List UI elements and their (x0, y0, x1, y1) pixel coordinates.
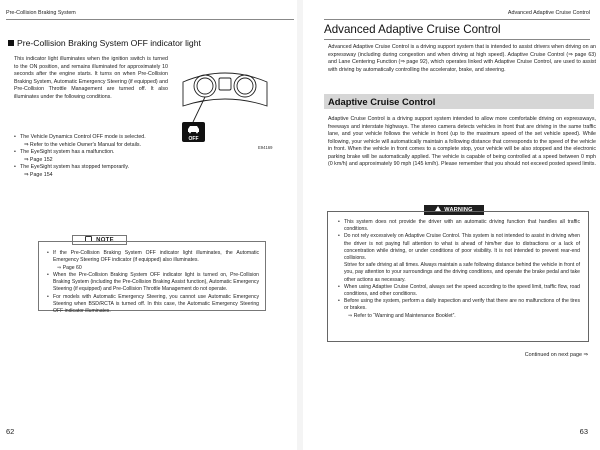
list-item: • Before using the system, perform a daily inspection and verify that there are no malfunctions of the tires or brakes. (338, 298, 580, 312)
warning-list (338, 219, 580, 320)
running-head: Pre-Collision Braking System (6, 10, 76, 16)
running-head: Advanced Adaptive Cruise Control (507, 10, 590, 16)
list-item-continuation: Strive for safe driving at all times. Always maintain a safe following distance behind the vehicle in front of you, pay attention to your surroundings and the driving conditions, and operate the brake pedal and take other actions as necessary. (344, 262, 580, 283)
section-title-text: Pre-Collision Braking System OFF indicator light (17, 38, 201, 48)
list-item: • This system does not provide the driver with an automatic driving function that handles all traffic conditions. (338, 219, 580, 233)
list-item: • When using Adaptive Cruise Control, always set the speed according to the speed limit, traffic flow, road conditions, and other conditions. (338, 284, 580, 298)
figure-code: E94169 (258, 145, 273, 150)
title-rule (324, 39, 590, 40)
indicator-off-label: OFF (188, 136, 199, 142)
list-item: • The EyeSight system has stopped temporarily. (14, 164, 174, 172)
subsection-paragraph: Adaptive Cruise Control is a driving support system intended to allow more comfortable driving on expressways, freeways and interstate highways. The stereo camera detects vehicles in front that are driving in the same traffic lane, and your vehicle follows the vehicle in front (up to the maximum speed of the set vehicle speed). While following, your vehicle will automatically maintain a following distance that corresponds to the speed of the vehicle in front. When the vehicle in front comes to a complete stop, your vehicle will be also stopped and the electronic parking brake will be automatically applied. The vehicle is capable of being controlled at a speed between 0 mph (0 km/h) and approximately 90 mph (145 km/h). Please remember that you should not exceed posted speed limits. (328, 116, 596, 167)
page-number: 62 (6, 427, 15, 436)
cross-reference[interactable]: ⇒ Refer to the vehicle Owner's Manual for details. (24, 141, 142, 148)
subsection-title: Adaptive Cruise Control (328, 96, 436, 107)
intro-paragraph: Advanced Adaptive Cruise Control is a driving support system that is intended to assist drivers when driving on an expressway (including during congestion and when driving at high speed). Adaptive Cruise Control (⇒ page 63) and Lane Centering Function (⇒ page 92), which operates linked with Adaptive Cruise Control, are used to assist with driving by automatically controlling the accelerator, brake, and steering. (328, 44, 596, 73)
body-paragraph: This indicator light illuminates when the ignition switch is turned to the ON position, and remains illuminated for approximately 10 seconds after the engine starts. It turns on when Pre-Collision Braking System, Automatic Emergency Steering (if equipped) and Pre-Collision Throttle Management are turned off. It also illuminates under the following conditions. (14, 56, 168, 100)
header-rule (324, 19, 590, 20)
list-item: • The Vehicle Dynamics Control OFF mode is selected. (14, 134, 174, 142)
note-label: NOTE (72, 235, 127, 245)
list-item: • If the Pre-Collision Braking System OFF indicator light illuminates, the Automatic Emergency Steering OFF indicator (if equipped) also illuminates. (47, 250, 259, 265)
list-item: • The EyeSight system has a malfunction. (14, 149, 174, 157)
cross-reference[interactable]: ⇒ Page 152 (24, 156, 53, 163)
list-item: • Do not rely excessively on Adaptive Cruise Control. This system is not intended to assist in driving when the driver is not paying full attention to what is ahead of him/her due to distractions or a lack of concentration while driving, or under conditions of poor visibility. It is not intended to prevent rear-end collisions. (338, 233, 580, 262)
cross-reference[interactable]: ⇒ Page 60 (57, 264, 82, 271)
list-item: • When the Pre-Collision Braking System OFF indicator light is turned on, Pre-Collision Braking System (including the Pre-Collision Braking Assist function), Automatic Emergency Steering (if equipped) and Pre-Collision Throttle Management do not operate. (47, 272, 259, 294)
page-number: 63 (579, 427, 588, 436)
cross-reference[interactable]: ⇒ Refer to “Warning and Maintenance Booklet”. (348, 312, 456, 319)
warning-label: WARNING (424, 205, 484, 215)
main-title: Advanced Adaptive Cruise Control (324, 23, 501, 36)
cross-reference[interactable]: ⇒ Page 154 (24, 171, 53, 178)
warning-box (327, 211, 589, 342)
list-item: • For models with Automatic Emergency Steering, you cannot use Automatic Emergency Steering when BSD/RCTA is turned off. In this case, the Automatic Emergency Steering OFF indicator illuminates. (47, 294, 259, 316)
continued-note: Continued on next page ⇒ (524, 352, 588, 358)
